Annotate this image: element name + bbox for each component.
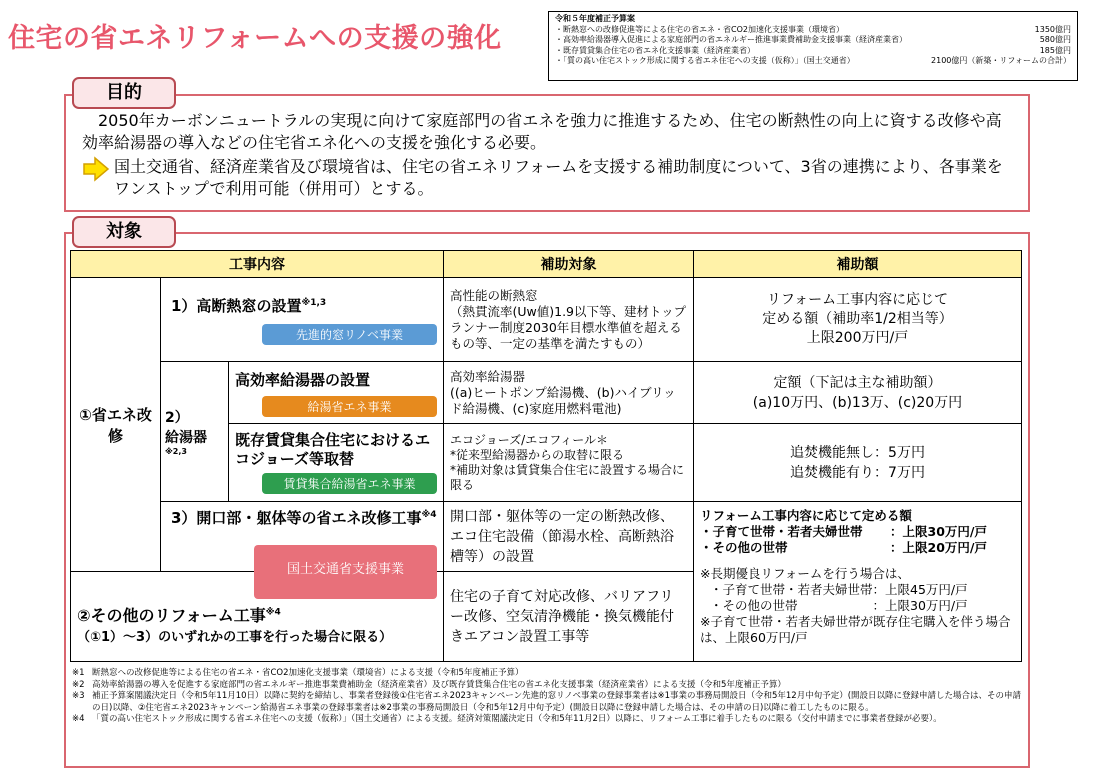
purpose-tag: 目的: [72, 77, 176, 109]
table-header-row: [71, 251, 1022, 278]
opening-badge: 国土交通省支援事業: [254, 545, 437, 599]
purpose-text: 2050年カーボンニュートラルの実現に向けて家庭部門の省エネを強力に推進するため、住宅の断熱性の向上に資する改修や高効率給湯器の導入などの住宅省エネ化への支援を強化する必要。: [82, 111, 1002, 152]
arrow-right-icon: [82, 156, 114, 200]
amount34-n2: ・子育て世帯・若者夫婦世帯：上限45万円/戸: [710, 582, 968, 597]
category-energy-saving: ①省エネ改修: [71, 278, 161, 572]
footnotes: [72, 668, 1022, 726]
window-badge: 先進的窓リノベ事業: [262, 324, 437, 345]
hi-heater-target: 高効率給湯器 ((a)ヒートポンプ給湯機、(b)ハイブリッド給湯機、(c)家庭用燃料電池): [444, 362, 694, 424]
table-row: [71, 278, 1022, 362]
budget-item: ・既存賃貸集合住宅の省エネ化支援事業（経済産業省） 185億円: [555, 45, 1071, 55]
header-amount: 補助額: [694, 251, 1022, 278]
opening-sup: ※4: [421, 510, 437, 520]
heater-label: 2） 給湯器: [165, 410, 207, 446]
budget-item: ・「質の高い住宅ストック形成に関する省エネ住宅への支援（仮称）」（国土交通省） 2100億円（新築・リフォームの合計）: [555, 56, 1071, 65]
amount34-n1: ※長期優良リフォームを行う場合は、: [700, 566, 910, 581]
budget-box: [548, 11, 1078, 81]
header-subject: 補助対象: [444, 251, 694, 278]
opening-title: 3）開口部・躯体等の省エネ改修工事: [171, 509, 422, 527]
other-title: ②その他のリフォーム工事: [77, 606, 266, 625]
header-work: 工事内容: [71, 251, 444, 278]
window-sup: ※1,3: [301, 297, 327, 308]
other-target: 住宅の子育て対応改修、バリアフリー改修、空気清浄機能・換気機能付きエアコン設置工事等: [444, 572, 694, 662]
footnote: ※1 断熱窓への改修促進等による住宅の省エネ・省CO2加速化支援事業（環境省）による支援（令和5年度補正予算）: [72, 668, 524, 678]
budget-item: ・高効率給湯器導入促進による家庭部門の省エネルギー推進事業費補助金支援事業（経済産業省） 580億円: [555, 35, 1071, 44]
amount34-head: リフォーム工事内容に応じて定める額: [700, 508, 912, 523]
eco-cell: [229, 424, 444, 502]
opening-target: 開口部・躯体等の一定の断熱改修、エコ住宅設備（節湯水栓、高断熱浴槽等）の設置: [444, 502, 694, 572]
amount34-r1v: ：上限30万円/戸: [890, 524, 987, 539]
window-amount: リフォーム工事内容に応じて 定める額（補助率1/2相当等） 上限200万円/戸: [694, 278, 1022, 362]
hi-heater-cell: [229, 362, 444, 424]
purpose-arrow-text: 国土交通省、経済産業省及び環境省は、住宅の省エネリフォームを支援する補助制度について、3省の連携により、各事業をワンストップで利用可能（併用可）とする。: [114, 157, 1003, 198]
eco-amount: 追焚機能無し：5万円 追焚機能有り：7万円: [694, 424, 1022, 502]
hi-heater-badge: 給湯省エネ事業: [262, 396, 437, 417]
subsidy-table: [70, 250, 1022, 662]
amount34-cell: [694, 502, 1022, 662]
hi-heater-title: 高効率給湯器の設置: [235, 370, 371, 389]
window-target: 高性能の断熱窓 （熱貫流率(Uw値)1.9以下等、建材トップランナー制度2030年目標水準値を超えるもの等、一定の基準を満たすもの）: [444, 278, 694, 362]
eco-title: 既存賃貸集合住宅におけるエコジョーズ等取替: [235, 431, 431, 468]
hi-heater-amount: 定額（下記は主な補助額） (a)10万円、(b)13万、(c)20万円: [694, 362, 1022, 424]
budget-heading: 令和５年度補正予算案: [555, 14, 635, 23]
amount34-r1: ・子育て世帯・若者夫婦世帯: [700, 524, 863, 539]
target-tag: 対象: [72, 216, 176, 248]
window-cell: [161, 278, 444, 362]
budget-item: ・断熱窓への改修促進等による住宅の省エネ・省CO2加速化支援事業（環境省） 1350億円: [555, 24, 1071, 34]
table-row: [71, 502, 1022, 572]
window-title: 1）高断熱窓の設置: [171, 296, 302, 315]
heater-cell: [161, 362, 229, 502]
footnote: ※2 高効率給湯器の導入を促進する家庭部門の省エネルギー推進事業費補助金（経済産業省）及び既存賃貸集合住宅の省エネ化支援事業（経済産業省）による支援（令和5年度補正予算）: [72, 679, 786, 690]
page-title: 住宅の省エネリフォームへの支援の強化: [8, 23, 502, 54]
footnote: ※3 補正予算案閣議決定日（令和5年11月10日）以降に契約を締結し、事業者登録後①住宅省エネ2023キャンペーン先進的窓リノベ事業の登録事業者は※1事業の事務局開設日（令和5年12月中旬予定）(開設日以降に登録申請した場合は、その申請の日)以降、②住宅省エネ2023キャンペーン給湯省エネ事業の登録事業者は※2事業の事務局開設日（令和5年12月中旬予定）(開設日以降に登録申請した場合は、その申請の日)以降に着工したものに限る。: [72, 691, 1022, 713]
purpose-arrow-line: [82, 156, 1012, 200]
other-sub: （①1）～3）のいずれかの工事を行った場合に限る）: [77, 630, 393, 645]
amount34-r2: ・その他の世帯: [700, 540, 788, 555]
eco-badge: 賃貸集合給湯省エネ事業: [262, 473, 437, 494]
other-sup: ※4: [265, 607, 281, 618]
eco-target: エコジョーズ/エコフィール＊ *従来型給湯器からの取替に限る *補助対象は賃貸集合住宅に設置する場合に限る: [444, 424, 694, 502]
footnote: ※4 「質の高い住宅ストック形成に関する省エネ住宅への支援（仮称）」（国土交通省）による支援。経済対策閣議決定日（令和5年11月2日）以降に、リフォーム工事に着手したものに限る（交付申請までに事業者登録が必要）。: [72, 714, 942, 724]
amount34-r2v: ：上限20万円/戸: [890, 540, 987, 555]
amount34-n3: ・その他の世帯 ：上限30万円/戸: [710, 598, 968, 613]
heater-sup: ※2,3: [165, 447, 187, 456]
amount34-n4: ※子育て世帯・若者夫婦世帯が既存住宅購入を伴う場合は、上限60万円/戸: [700, 614, 1011, 645]
table-row: [71, 362, 1022, 424]
